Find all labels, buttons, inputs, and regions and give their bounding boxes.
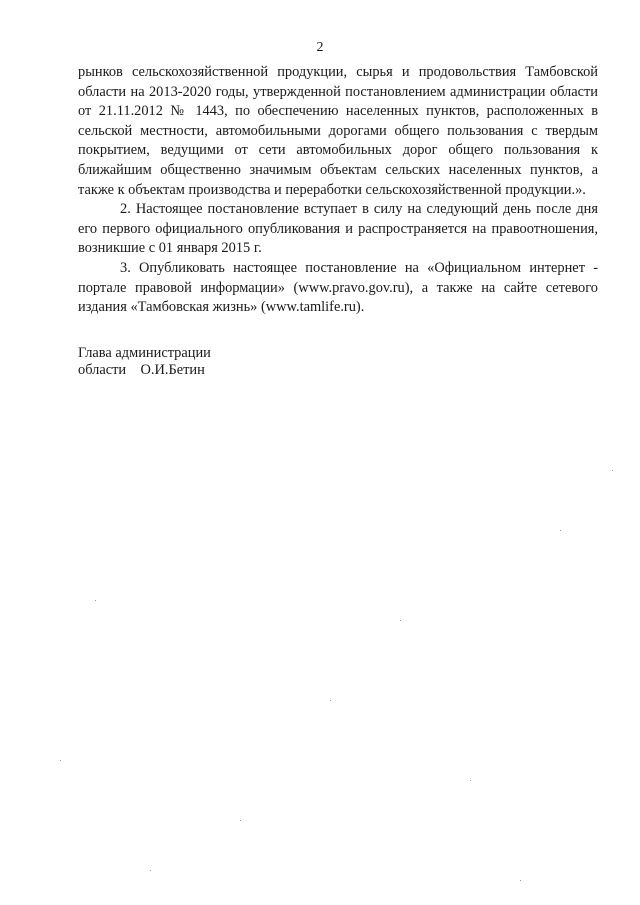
scan-speck xyxy=(95,600,96,601)
document-body xyxy=(78,63,598,318)
paragraph-item-3: 3. Опубликовать настоящее постановление на «Официальном интернет - портале правовой информации» (www.pravo.gov.ru), а также на сайте сетевого издания «Тамбовская жизнь» (www.tamlife.ru). xyxy=(78,259,598,316)
scan-speck xyxy=(150,870,151,871)
signature-title: Глава администрации xyxy=(78,345,211,361)
paragraph-item-2: 2. Настоящее постановление вступает в силу на следующий день после дня его первого официального опубликования и распространяется на правоотношения, возникшие с 01 января 2015 г. xyxy=(78,201,598,257)
scan-speck xyxy=(330,700,331,701)
scan-speck xyxy=(612,470,613,471)
scan-speck xyxy=(560,530,561,531)
scan-speck xyxy=(470,780,471,781)
page-number: 2 xyxy=(316,40,324,55)
scan-speck xyxy=(400,620,401,621)
signature-block xyxy=(78,345,211,379)
scan-speck xyxy=(520,880,521,881)
signature-name: области О.И.Бетин xyxy=(78,362,205,378)
paragraph-continuation: рынков сельскохозяйственной продукции, сырья и продовольствия Тамбовской области на 2013-2020 годы, утвержденной постановлением администрации области от 21.11.2012 № 1443, по обеспечению населенных пунктов, расположенных в сельской местности, автомобильными дорогами общего пользования с твердым покрытием, ведущими от сети автомобильных дорог общего пользования к ближайшим общественно значимым объектам сельских населенных пунктов, а также к объектам производства и переработки сельскохозяйственной продукции.». xyxy=(78,64,598,198)
scan-speck xyxy=(60,760,61,761)
scan-speck xyxy=(240,820,241,821)
